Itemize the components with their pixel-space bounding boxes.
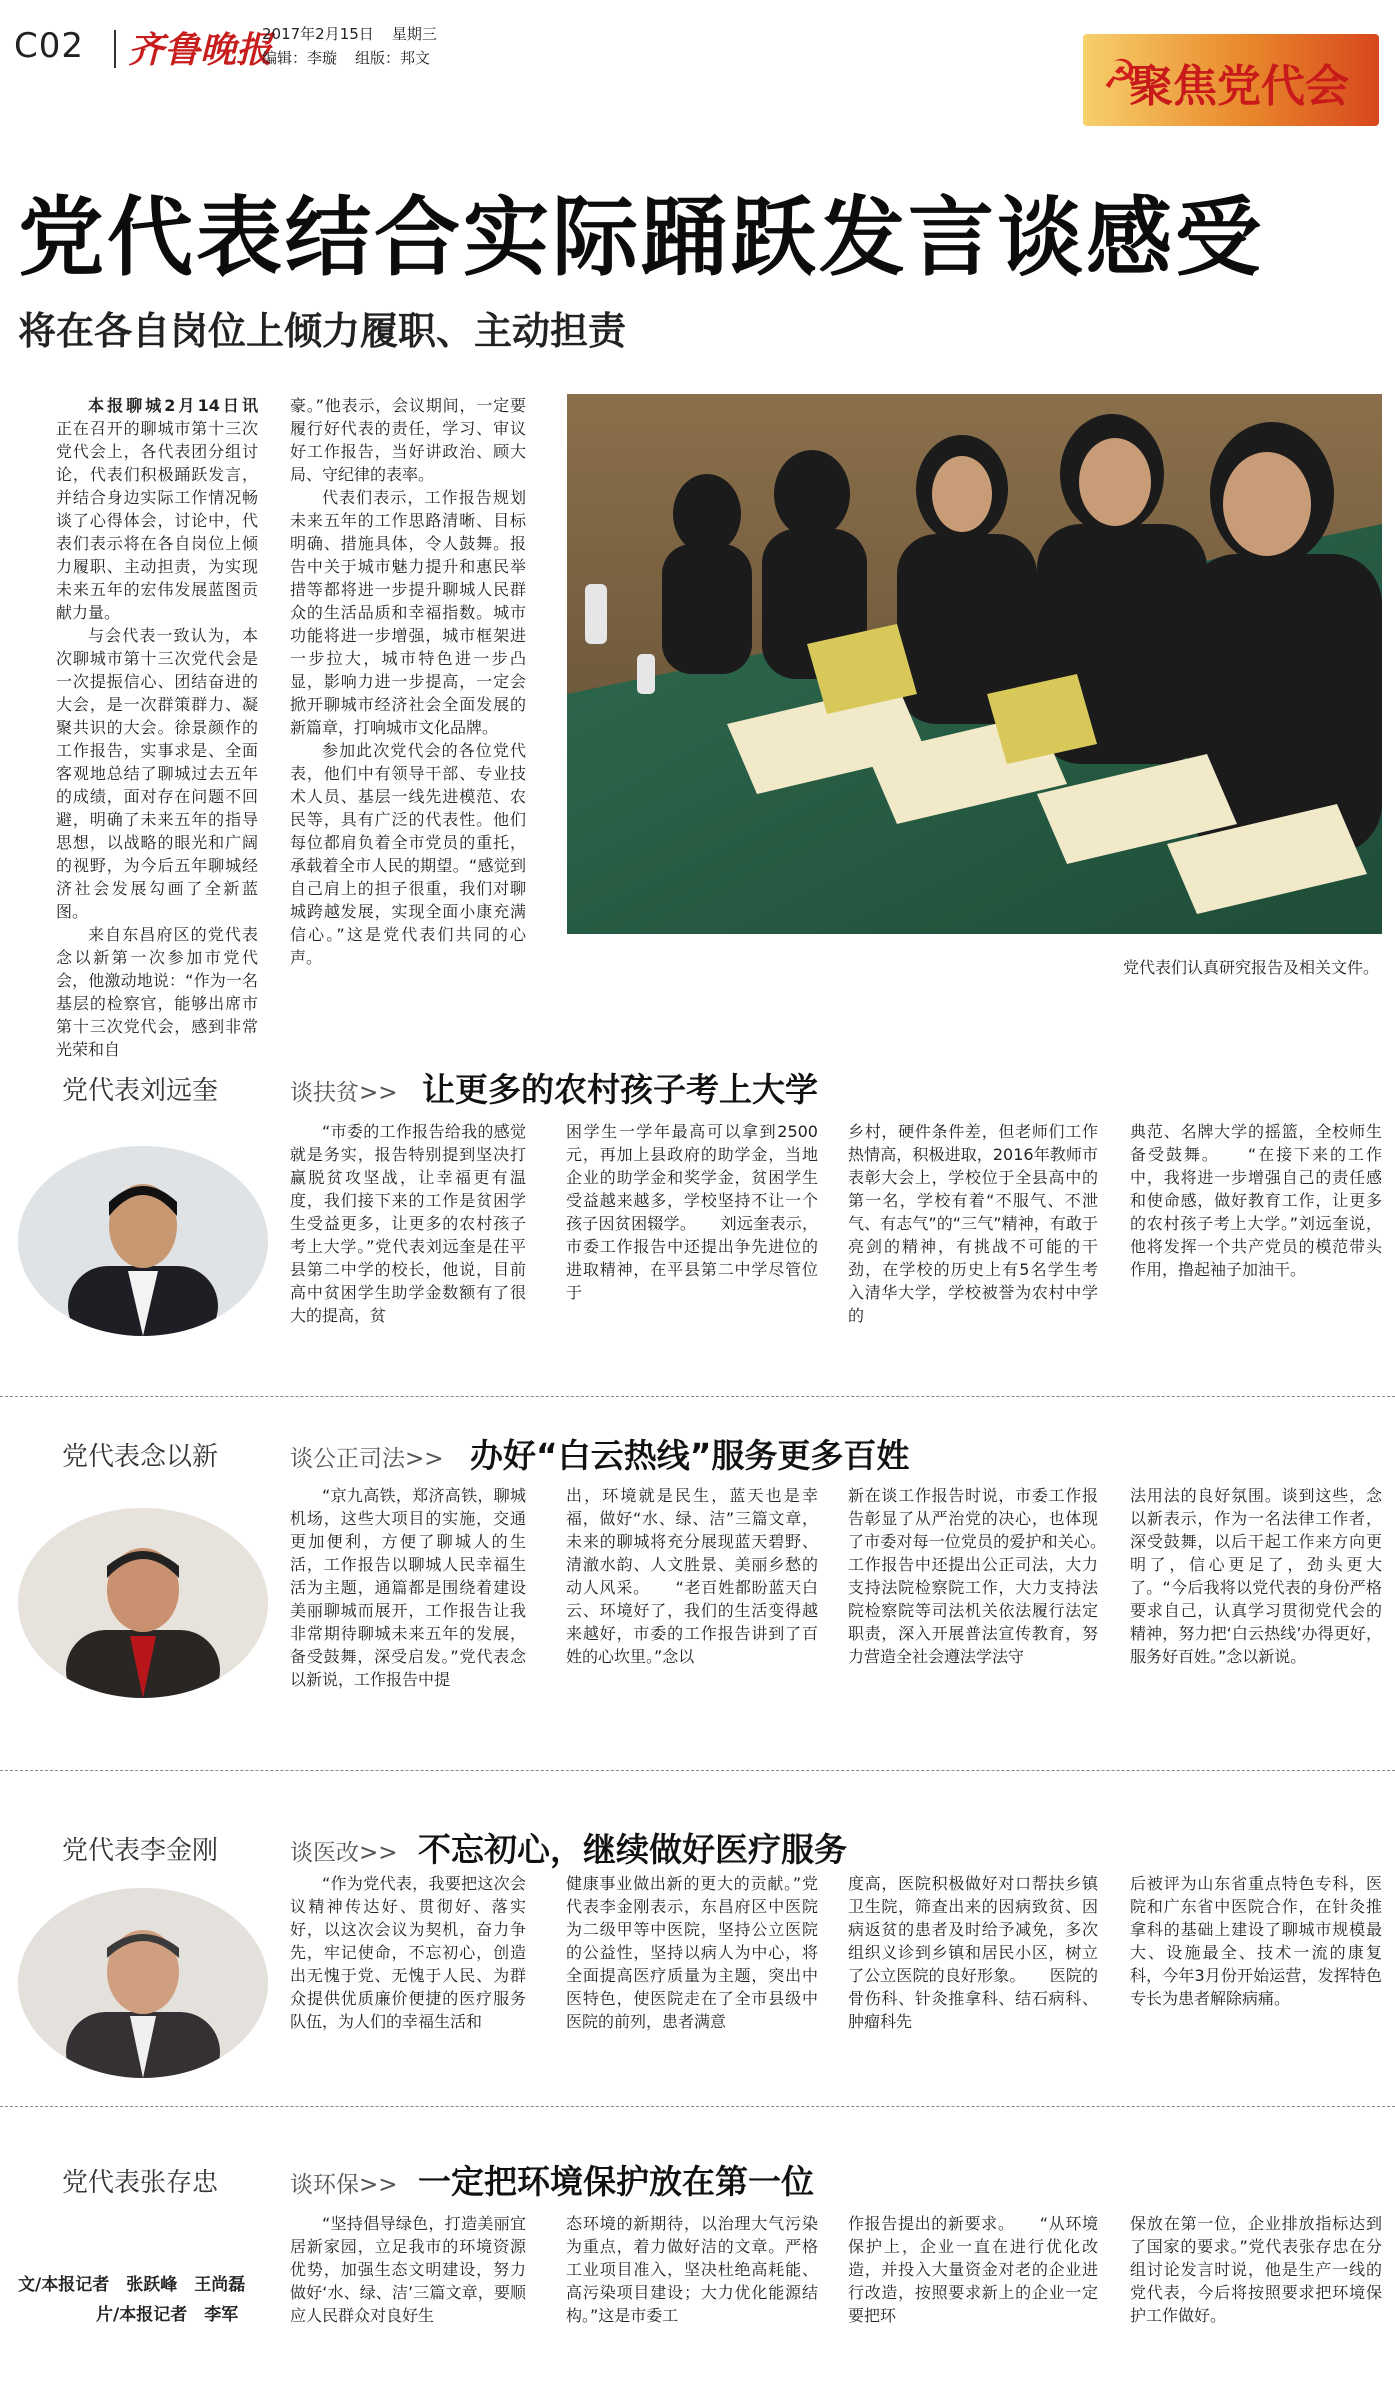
section-paragraph: 健康事业做出新的更大的贡献。”党代表李金刚表示，东昌府区中医院为二级甲等中医院，坚持公立医院的公益性，坚持以病人为中心，将全面提高医疗质量为主题，突出中医特色，使医院走在了全市县级中医院的前列，患者满意	[566, 1874, 818, 2031]
section-paragraph: 保放在第一位，企业排放指标达到了国家的要求。”党代表张存忠在分组讨论发言时说，他是生产一线的党代表，今后将按照要求把环境保护工作做好。	[1130, 2214, 1382, 2325]
masthead-meta	[262, 22, 455, 70]
section-column	[848, 2212, 1098, 2327]
lead-paragraph: 代表们表示，工作报告规划未来五年的工作思路清晰、目标明确、措施具体，令人鼓舞。报告中关于城市魅力提升和惠民举措等都将进一步提升聊城人民群众的生活品质和幸福指数。城市功能将进一步增强，城市框架进一步拉大，城市特色进一步凸显，影响力进一步提高，一定会掀开聊城市经济社会全面发展的新篇章，打响城市文化品牌。	[290, 488, 526, 737]
section-column	[290, 2212, 526, 2327]
section-title: 办好“白云热线”服务更多百姓	[470, 1436, 910, 1475]
meeting-photo	[567, 394, 1382, 934]
section-topic: 谈公正司法>>	[290, 1446, 444, 1472]
section-title: 一定把环境保护放在第一位	[418, 2162, 814, 2201]
article-credits	[18, 2270, 245, 2330]
section-paragraph: 态环境的新期待，以治理大气污染为重点，着力做好洁的文章。严格工业项目准入，坚决杜绝高耗能、高污染项目建设；大力优化能源结构。”这是市委工	[566, 2214, 818, 2325]
section-paragraph: 度高，医院积极做好对口帮扶乡镇卫生院，筛查出来的因病致贫、因病返贫的患者及时给予减免，多次组织义诊到乡镇和居民小区，树立了公立医院的良好形象。 医院的骨伤科、针灸推拿科、结石病科、肿瘤科先	[848, 1874, 1098, 2031]
delegate-name: 党代表李金刚	[62, 1836, 219, 1866]
section-column	[848, 1120, 1098, 1327]
section-title: 让更多的农村孩子考上大学	[422, 1070, 818, 1109]
section-paragraph: 新在谈工作报告时说，市委工作报告彰显了从严治党的决心，也体现了市委对每一位党员的爱护和关心。 工作报告中还提出公正司法，大力支持法院检察院工作，大力支持法院检察院等司法机关依法履行法定职责，深入开展普法宣传教育，努力营造全社会遵法学法守	[848, 1486, 1131, 1666]
issue-date: 2017年2月15日	[262, 25, 374, 43]
section-divider	[0, 2106, 1395, 2107]
photo-caption: 党代表们认真研究报告及相关文件。	[1122, 958, 1379, 977]
section-paragraph: “坚持倡导绿色，打造美丽宜居新家园，立足我市的环境资源优势，加强生态文明建设，努力做好‘水、绿、洁’三篇文章，要顺应人民群众对良好生	[290, 2214, 526, 2325]
section-paragraph: “京九高铁，郑济高铁，聊城机场，这些大项目的实施，交通更加便利，方便了聊城人的生活，工作报告以聊城人民幸福生活为主题，通篇都是围绕着建设美丽聊城而展开，工作报告让我非常期待聊城未来五年的发展，备受鼓舞，深受启发。”党代表念以新说，工作报告中提	[290, 1486, 526, 1689]
editor-credit: 编辑：李璇	[262, 49, 338, 67]
section-column	[1130, 2212, 1382, 2327]
section-column	[1130, 1484, 1382, 1668]
lead-column-1	[56, 394, 258, 1061]
headline: 党代表结合实际踊跃发言谈感受	[18, 188, 1264, 288]
section-paragraph: 后被评为山东省重点特色专科，医院和广东省中医院合作，在针灸推拿科的基础上建设了聊城市规模最大、设施最全、技术一流的康复科，今年3月份开始运营，发挥特色专长为患者解除病痛。	[1130, 1874, 1382, 2008]
subheadline: 将在各自岗位上倾力履职、主动担责	[18, 309, 627, 353]
portrait-illustration	[18, 1888, 268, 2078]
section-divider	[0, 1770, 1395, 1771]
lead-paragraph: 与会代表一致认为，本次聊城市第十三次党代会是一次提振信心、团结奋进的大会，是一次群策群力、凝聚共识的大会。徐景颜作的工作报告，实事求是、全面客观地总结了聊城过去五年的成绩，面对存在问题不回避，明确了未来五年的指导思想，以战略的眼光和广阔的视野，为今后五年聊城经济社会发展勾画了全新蓝图。	[56, 626, 258, 921]
delegate-name: 党代表刘远奎	[62, 1076, 219, 1106]
lead-column-2	[290, 394, 526, 969]
section-column	[566, 1484, 818, 1668]
delegate-name: 党代表张存忠	[62, 2168, 219, 2198]
section-column	[290, 1120, 526, 1327]
section-banner	[1083, 34, 1379, 126]
lead-paragraph: 正在召开的聊城市第十三次党代会上，各代表团分组讨论，代表们积极踊跃发言，并结合身边实际工作情况畅谈了心得体会，讨论中，代表们表示将在各自岗位上倾力履职、主动担责，为实现未来五年的宏伟发展蓝图贡献力量。	[56, 419, 258, 622]
section-divider	[0, 1396, 1395, 1397]
section-column	[848, 1872, 1098, 2033]
section-column	[848, 1484, 1131, 1668]
masthead-separator	[114, 30, 116, 68]
section-column	[566, 1872, 818, 2033]
newspaper-logo: 齐鲁晚报	[128, 29, 273, 71]
page-number: C02	[14, 26, 85, 66]
delegate-name: 党代表念以新	[62, 1442, 219, 1472]
section-column	[566, 2212, 818, 2327]
designer-credit: 组版：邦文	[355, 49, 431, 67]
delegate-portrait	[18, 1888, 268, 2078]
section-column	[566, 1120, 818, 1304]
meeting-photo-illustration	[567, 394, 1382, 934]
section-topic: 谈扶贫>>	[290, 1080, 398, 1106]
issue-weekday: 星期三	[391, 25, 437, 43]
lead-paragraph: 豪。”他表示，会议期间，一定要履行好代表的责任，学习、审议好工作报告，当好讲政治、顾大局、守纪律的表率。	[290, 396, 526, 484]
delegate-portrait	[18, 1146, 268, 1336]
section-column	[290, 1872, 526, 2033]
section-topic: 谈医改>>	[290, 1840, 398, 1866]
section-paragraph: “作为党代表，我要把这次会议精神传达好、贯彻好、落实好，以这次会议为契机，奋力争先，牢记使命，不忘初心，创造出无愧于党、无愧于人民、为群众提供优质廉价便捷的医疗服务队伍，为人们的幸福生活和	[290, 1874, 526, 2031]
portrait-illustration	[18, 1508, 268, 1698]
delegate-portrait	[18, 1508, 268, 1698]
section-name: 聚焦党代会	[1129, 61, 1349, 112]
section-paragraph: 作报告提出的新要求。 “从环境保护上，企业一直在进行优化改造，并投入大量资金对老的企业进行改造，按照要求新上的企业一定要把环	[848, 2214, 1098, 2325]
section-paragraph: 出，环境就是民生，蓝天也是幸福，做好“水、绿、洁”三篇文章，未来的聊城将充分展现蓝天碧野、清澈水韵、人文胜景、美丽乡愁的动人风采。 “老百姓都盼蓝天白云、环境好了，我们的生活变得越来越好，市委的工作报告讲到了百姓的心坎里。”念以	[566, 1486, 818, 1666]
portrait-illustration	[18, 1146, 268, 1336]
section-column	[1130, 1872, 1382, 2010]
section-column	[1130, 1120, 1382, 1281]
photographer-credit: 片/本报记者 李军	[96, 2305, 239, 2325]
writer-credit: 文/本报记者 张跃峰 王尚磊	[18, 2275, 246, 2295]
dateline: 本报聊城2月14日讯	[88, 396, 258, 415]
party-emblem-icon: ☭	[1102, 52, 1138, 98]
section-title: 不忘初心，继续做好医疗服务	[418, 1830, 847, 1869]
section-paragraph: 典范、名牌大学的摇篮，全校师生备受鼓舞。 “在接下来的工作中，我将进一步增强自己的责任感和使命感，做好教育工作，让更多的农村孩子考上大学。”刘远奎说，他将发挥一个共产党员的模范带头作用，撸起袖子加油干。	[1130, 1122, 1382, 1279]
section-column	[290, 1484, 526, 1691]
section-paragraph: 法用法的良好氛围。谈到这些，念以新表示，作为一名法律工作者，深受鼓舞，以后干起工作来方向更明了，信心更足了，劲头更大了。“今后我将以党代表的身份严格要求自己，认真学习贯彻党代会的精神，努力把‘白云热线’办得更好，服务好百姓。”念以新说。	[1130, 1486, 1382, 1666]
lead-paragraph: 参加此次党代会的各位党代表，他们中有领导干部、专业技术人员、基层一线先进模范、农民等，具有广泛的代表性。他们每位都肩负着全市党员的重托，承载着全市人民的期望。“感觉到自己肩上的担子很重，我们对聊城跨越发展，实现全面小康充满信心。”这是党代表们共同的心声。	[290, 741, 526, 967]
lead-paragraph: 来自东昌府区的党代表念以新第一次参加市党代会，他激动地说：“作为一名基层的检察官，能够出席市第十三次党代会，感到非常光荣和自	[56, 925, 258, 1059]
section-paragraph: 乡村，硬件条件差，但老师们工作热情高，积极进取，2016年教师市表彰大会上，学校位于全县高中的第一名，学校有着“不服气、不泄气、有志气”的“三气”精神，有敢于亮剑的精神，有挑战不可能的干劲，在学校的历史上有5名学生考入清华大学，学校被誉为农村中学的	[848, 1122, 1098, 1325]
section-paragraph: “市委的工作报告给我的感觉就是务实，报告特别提到坚决打赢脱贫攻坚战，让幸福更有温度，我们接下来的工作是贫困学生受益更多，让更多的农村孩子考上大学。”党代表刘远奎是茌平县第二中学的校长，他说，目前高中贫困学生助学金数额有了很大的提高，贫	[290, 1122, 526, 1325]
section-paragraph: 困学生一学年最高可以拿到2500元，再加上县政府的助学金，当地企业的助学金和奖学金，贫困学生受益越来越多，学校坚持不让一个孩子因贫困辍学。 刘远奎表示，市委工作报告中还提出争先进位的进取精神，在平县第二中学尽管位于	[566, 1122, 818, 1302]
section-topic: 谈环保>>	[290, 2172, 398, 2198]
